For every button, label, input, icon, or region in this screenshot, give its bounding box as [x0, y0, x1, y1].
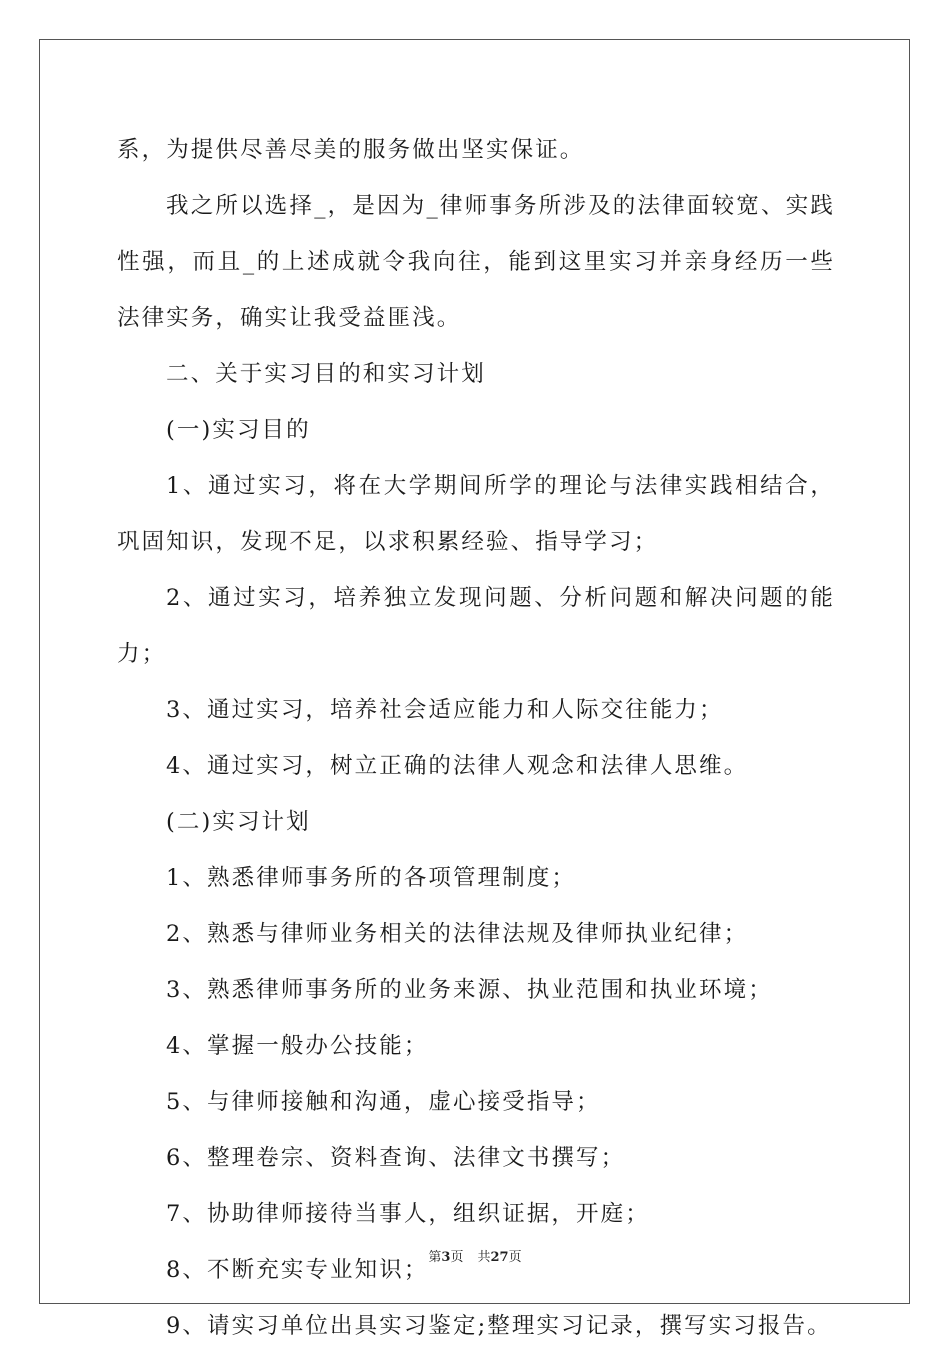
plan-item-3: 3、熟悉律师事务所的业务来源、执业范围和执业环境； — [166, 977, 773, 1003]
footer-total-suffix: 页 — [508, 1250, 522, 1265]
footer-total-pages: 27 — [490, 1250, 509, 1265]
purpose-item-3: 3、通过实习，培养社会适应能力和人际交往能力； — [166, 697, 724, 723]
plan-item-4: 4、掌握一般办公技能； — [166, 1033, 429, 1059]
paragraph-continuation: 系，为提供尽善尽美的服务做出坚实保证。 — [117, 137, 585, 163]
document-body — [117, 122, 835, 1354]
paragraph-choice-reason: 我之所以选择_，是因为_律师事务所涉及的法律面较宽、实践性强，而且_的上述成就令我向往，能到这里实习并亲身经历一些法律实务，确实让我受益匪浅。 — [117, 193, 835, 331]
plan-item-5: 5、与律师接触和沟通，虚心接受指导； — [166, 1089, 601, 1115]
footer-page-suffix: 页 — [450, 1250, 464, 1265]
footer-page-number: 3 — [441, 1250, 451, 1265]
plan-item-6: 6、整理卷宗、资料查询、法律文书撰写； — [166, 1145, 626, 1171]
purpose-item-1: 1、通过实习，将在大学期间所学的理论与法律实践相结合，巩固知识，发现不足，以求积累经验、指导学习； — [117, 473, 835, 555]
footer-total-prefix: 共 — [477, 1250, 491, 1265]
plan-item-1: 1、熟悉律师事务所的各项管理制度； — [166, 865, 577, 891]
section-heading-purpose-plan: 二、关于实习目的和实习计划 — [166, 361, 486, 387]
purpose-item-2: 2、通过实习，培养独立发现问题、分析问题和解决问题的能力； — [117, 585, 835, 667]
plan-item-7: 7、协助律师接待当事人，组织证据，开庭； — [166, 1201, 650, 1227]
footer-page-prefix: 第 — [428, 1250, 442, 1265]
plan-item-9: 9、请实习单位出具实习鉴定;整理实习记录，撰写实习报告。 — [166, 1313, 832, 1339]
subheading-plan: (二)实习计划 — [166, 809, 311, 835]
page-footer — [0, 1246, 950, 1265]
subheading-purpose: (一)实习目的 — [166, 417, 311, 443]
plan-item-2: 2、熟悉与律师业务相关的法律法规及律师执业纪律； — [166, 921, 749, 947]
purpose-item-4: 4、通过实习，树立正确的法律人观念和法律人思维。 — [166, 753, 749, 779]
plan-item-8: 8、不断充实专业知识； — [166, 1257, 429, 1283]
